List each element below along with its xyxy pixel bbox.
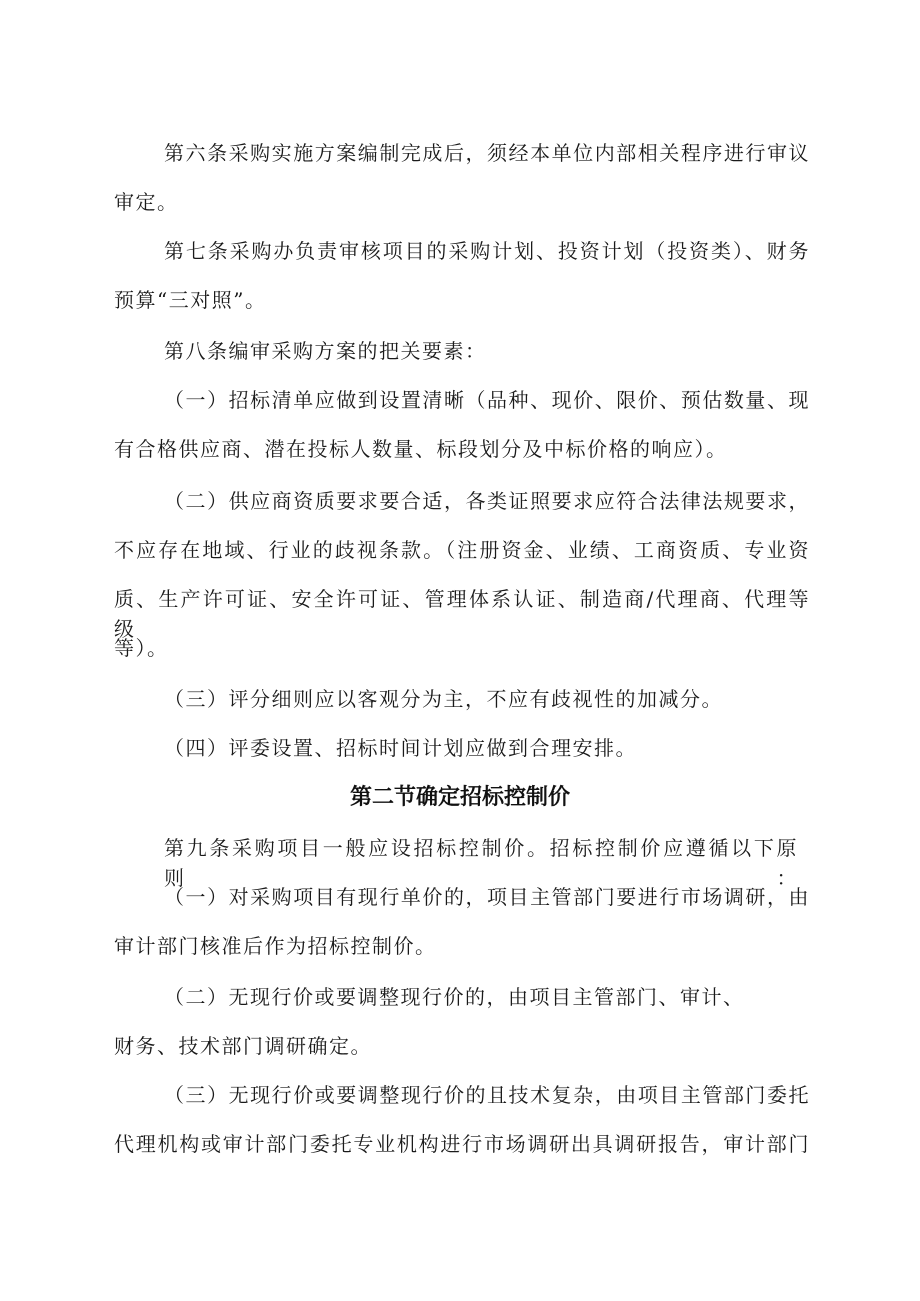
article-8-item-2-line-3: 质、生产许可证、安全许可证、管理体系认证、制造商/代理商、代理等级	[114, 587, 810, 641]
article-9-item-1-line-1: （一）对采购项目有现行单价的，项目主管部门要进行市场调研，由	[164, 885, 810, 909]
article-8-line-1: 第八条编审采购方案的把关要素：	[164, 339, 487, 363]
article-8-item-3-line-1: （三）评分细则应以客观分为主，不应有歧视性的加减分。	[164, 687, 723, 711]
article-8-item-1-line-1: （一）招标清单应做到设置清晰（品种、现价、限价、预估数量、现	[164, 388, 810, 412]
article-9-line-1: 第九条采购项目一般应设招标控制价。招标控制价应遵循以下原则：	[164, 836, 798, 890]
article-9-item-2-line-1: （二）无现行价或要调整现行价的，由项目主管部门、审计、	[164, 985, 745, 1009]
article-8-item-1-line-2: 有合格供应商、潜在投标人数量、标段划分及中标价格的响应）。	[114, 437, 728, 461]
article-8-item-2-line-2: 不应存在地域、行业的歧视条款。（注册资金、业绩、工商资质、专业资	[114, 538, 810, 562]
article-7-line-2: 预算“三对照”。	[114, 288, 267, 312]
section-title: 第二节确定招标控制价	[349, 785, 570, 810]
article-6-line-2: 审定。	[114, 190, 179, 214]
article-6-line-1: 第六条采购实施方案编制完成后，须经本单位内部相关程序进行审议	[164, 141, 810, 165]
article-7-line-1: 第七条采购办负责审核项目的采购计划、投资计划（投资类）、财务	[164, 239, 810, 263]
article-9-item-3-line-2: 代理机构或审计部门委托专业机构进行市场调研出具调研报告，审计部门	[114, 1132, 810, 1156]
article-9-item-2-line-2: 财务、技术部门调研确定。	[114, 1034, 372, 1058]
article-8-item-4-line-1: （四）评委设置、招标时间计划应做到合理安排。	[164, 736, 637, 760]
article-9-item-1-line-2: 审计部门核准后作为招标控制价。	[114, 934, 437, 958]
article-8-item-2-line-1: （二）供应商资质要求要合适，各类证照要求应符合法律法规要求，	[164, 489, 810, 513]
article-9-item-3-line-1: （三）无现行价或要调整现行价的且技术复杂，由项目主管部门委托	[164, 1083, 810, 1107]
article-8-item-2-line-4: 等）。	[114, 636, 169, 660]
